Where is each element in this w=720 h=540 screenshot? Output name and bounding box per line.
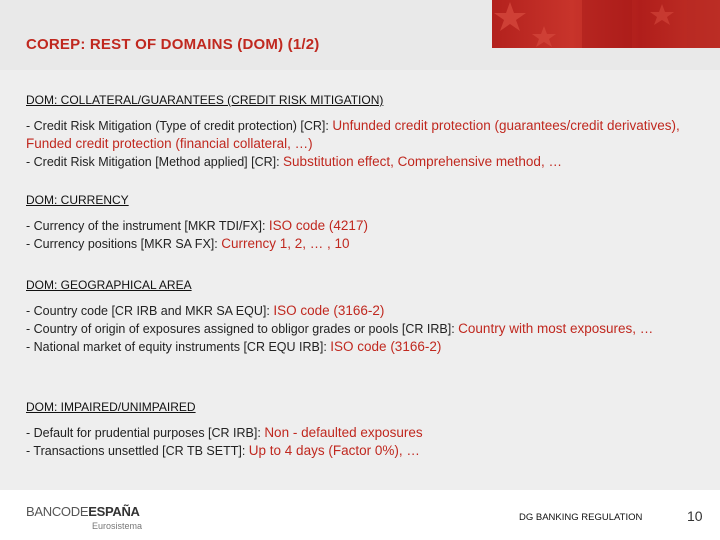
list-item — [26, 235, 696, 253]
list-item — [26, 320, 696, 338]
section-heading: DOM: COLLATERAL/GUARANTEES (CREDIT RISK MITIGATION) — [26, 93, 384, 107]
section-impaired — [26, 400, 696, 460]
item-label: - Credit Risk Mitigation (Type of credit protection) [CR]: — [26, 119, 333, 133]
item-value: Country with most exposures, … — [458, 321, 654, 336]
item-label: - Currency positions [MKR SA FX]: — [26, 237, 222, 251]
slide-body — [0, 70, 720, 490]
list-item — [26, 217, 696, 235]
logo-subtitle: Eurosistema — [92, 521, 143, 531]
item-label: - Default for prudential purposes [CR IRB]: — [26, 426, 265, 440]
section-currency — [26, 193, 696, 253]
red-flag-stars-decoration-icon — [492, 0, 720, 48]
item-value: Non - defaulted exposures — [264, 425, 423, 440]
logo-text-bold: ESPAÑA — [88, 504, 140, 519]
item-value: Currency 1, 2, … , 10 — [221, 236, 350, 251]
item-label: - Country of origin of exposures assigned to obligor grades or pools [CR IRB]: — [26, 322, 459, 336]
slide-header — [0, 0, 720, 70]
list-item — [26, 153, 696, 171]
item-value: Up to 4 days (Factor 0%), … — [248, 443, 420, 458]
item-label: - Credit Risk Mitigation [Method applied] [CR]: — [26, 155, 284, 169]
list-item — [26, 442, 696, 460]
item-value: ISO code (3166-2) — [273, 303, 385, 318]
item-label: - National market of equity instruments [CR EQU IRB]: — [26, 340, 331, 354]
section-heading: DOM: CURRENCY — [26, 193, 129, 207]
section-geographical-area — [26, 278, 696, 356]
department-label: DG BANKING REGULATION — [519, 512, 643, 523]
section-heading: DOM: IMPAIRED/UNIMPAIRED — [26, 400, 196, 414]
item-label: - Country code [CR IRB and MKR SA EQU]: — [26, 304, 274, 318]
page-title: COREP: REST OF DOMAINS (DOM) (1/2) — [26, 36, 320, 53]
list-item — [26, 338, 696, 356]
item-value: ISO code (3166-2) — [330, 339, 442, 354]
page-number: 10 — [687, 508, 703, 524]
item-value: Unfunded credit protection (guarantees/credit derivatives), Funded credit protection (financial collateral, …) — [26, 118, 680, 151]
logo-text-light: BANCODE — [26, 504, 89, 519]
item-label: - Transactions unsettled [CR TB SETT]: — [26, 444, 249, 458]
item-value: Substitution effect, Comprehensive method, … — [283, 154, 562, 169]
list-item — [26, 302, 696, 320]
section-collateral — [26, 93, 696, 171]
list-item — [26, 117, 696, 153]
list-item — [26, 424, 696, 442]
item-value: ISO code (4217) — [268, 218, 368, 233]
slide-footer — [0, 490, 720, 540]
banco-de-espana-logo — [26, 504, 140, 519]
section-heading: DOM: GEOGRAPHICAL AREA — [26, 278, 192, 292]
item-label: - Currency of the instrument [MKR TDI/FX]: — [26, 219, 269, 233]
